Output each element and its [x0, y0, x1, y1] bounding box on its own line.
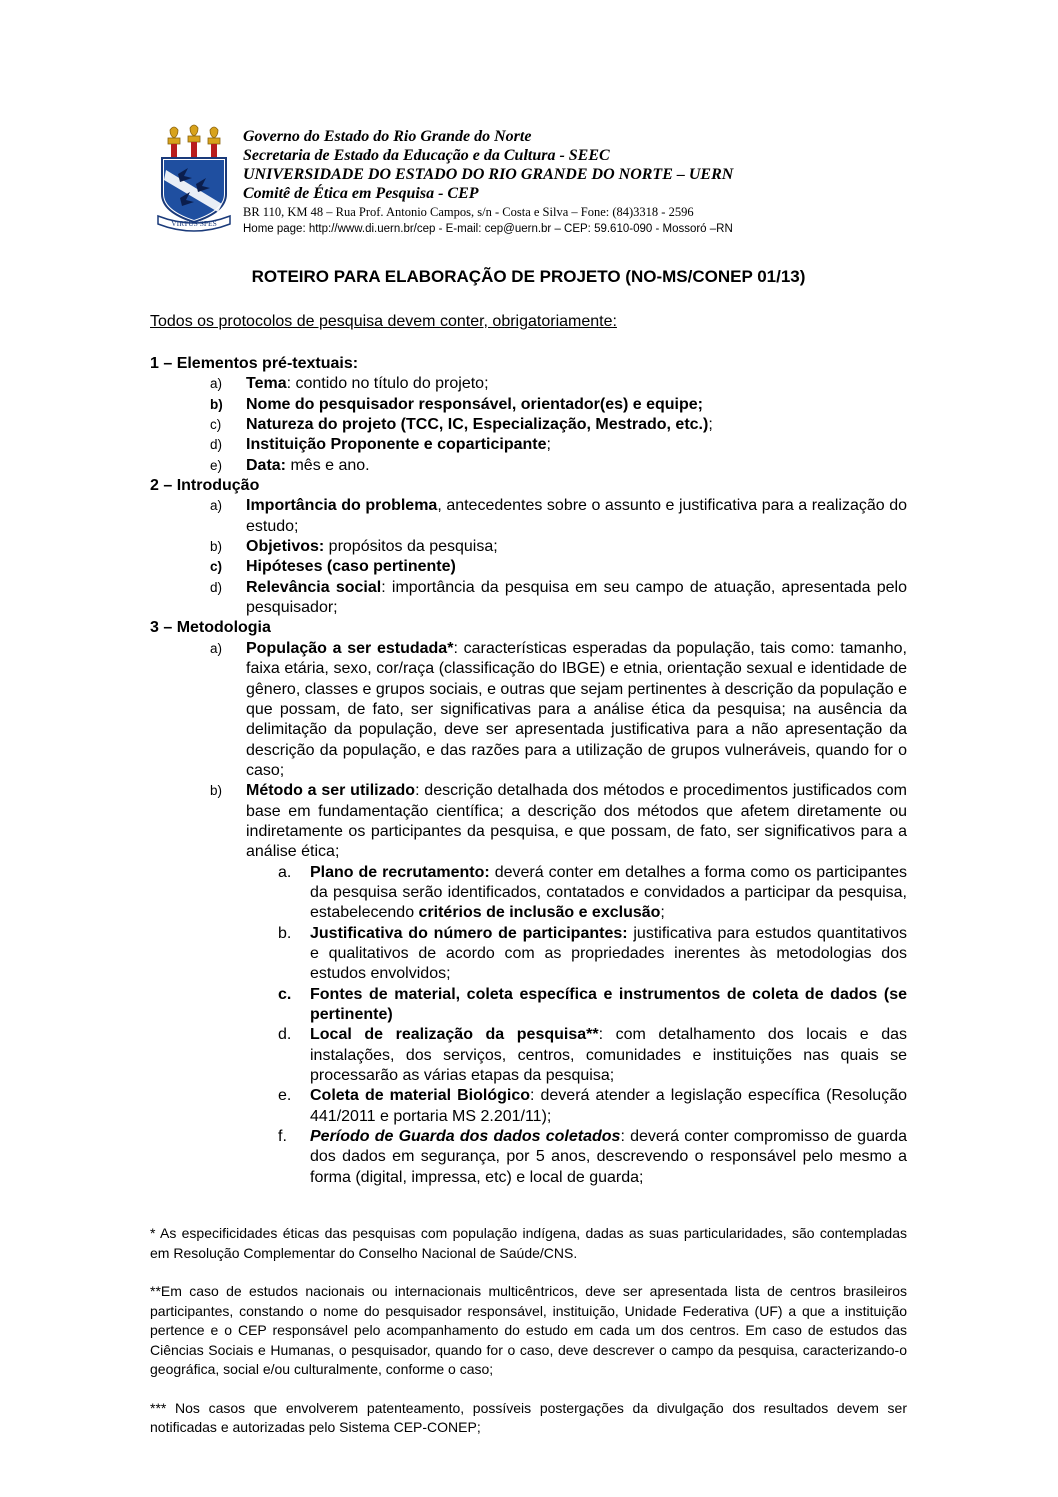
sub-item — [150, 863, 907, 924]
header-line-government: Governo do Estado do Rio Grande do Norte — [243, 128, 532, 145]
item-text: , antecedentes sobre o assunto e justificativa para a realização do estudo; — [246, 497, 907, 535]
item-label: c) — [210, 559, 223, 575]
header-line-committee: Comitê de Ética em Pesquisa - CEP — [243, 185, 479, 202]
sub-item — [150, 985, 907, 1026]
sub-item — [150, 1127, 907, 1188]
header-line-secretariat: Secretaria de Estado da Educação e da Cultura - SEEC — [243, 147, 610, 164]
item-term: Importância do problema — [246, 497, 438, 515]
footnotes — [150, 1224, 907, 1457]
item-term: Nome do pesquisador responsável, orientador(es) e equipe; — [246, 395, 703, 413]
footnote-patents: *** Nos casos que envolverem patenteamento, possíveis postergações da divulgação dos resultados devem ser notificadas e autorizadas pelo Sistema CEP-CONEP; — [150, 1399, 907, 1435]
sub-item-term: Período de Guarda dos dados coletados — [310, 1128, 621, 1146]
sub-item-label: d. — [278, 1026, 292, 1044]
sub-item-label: f. — [278, 1128, 287, 1146]
list-item — [150, 639, 907, 781]
item-term: Relevância social — [246, 578, 382, 596]
item-text: : contido no título do projeto; — [286, 375, 489, 393]
sub-item-term: Local de realização da pesquisa** — [310, 1026, 599, 1044]
sub-item-label: e. — [278, 1087, 292, 1105]
item-term: Objetivos: — [246, 538, 325, 556]
sub-item-text: : com detalhamento dos locais e das instalações, dos serviços, centros, comunidades e instituições nas quais se processarão as várias etapas da pesquisa; — [310, 1026, 908, 1085]
institution-header — [243, 127, 943, 238]
item-term: População a ser estudada* — [246, 639, 454, 657]
section-heading-1: 1 – Elementos pré-textuais: — [150, 355, 359, 372]
item-term: Instituição Proponente e coparticipante — [246, 436, 547, 454]
list-item — [150, 557, 907, 577]
item-term: Natureza do projeto (TCC, IC, Especialização, Mestrado, etc.) — [246, 416, 709, 434]
list-item — [150, 496, 907, 537]
sub-item-label: c. — [278, 985, 292, 1003]
item-text: propósitos da pesquisa; — [324, 538, 498, 556]
sub-item — [150, 1086, 907, 1127]
sub-item-label: a. — [278, 863, 292, 881]
item-label: b) — [210, 539, 223, 555]
item-label: b) — [210, 783, 223, 799]
header-line-university: UNIVERSIDADE DO ESTADO DO RIO GRANDE DO NORTE – UERN — [243, 166, 734, 183]
item-term: Método a ser utilizado — [246, 782, 416, 800]
list-item — [150, 395, 907, 415]
sub-item-term: Plano de recrutamento: — [310, 863, 490, 881]
item-label: d) — [210, 437, 223, 453]
sub-item — [150, 1025, 907, 1086]
item-text: : características esperadas da população, tais como: tamanho, faixa etária, sexo, cor/raça (classificação do IBGE) e etnia, orientação sexual e identidade de gênero, classes e grupos sociais, e outras que sejam pertinentes à descrição da população e que possam, de fato, ser significativas para a análise ética da pesquisa; na ausência da delimitação da população, deve ser apresentada justificativa para a não apresentação da descrição da população, e das razões para a utilização de grupos vulneráveis, quando for o caso; — [246, 639, 907, 779]
sub-item-term: Justificativa do número de participantes: — [310, 924, 628, 942]
section-heading-2: 2 – Introdução — [150, 477, 260, 495]
sub-item-text: : deverá atender a legislação específica (Resolução 441/2011 e portaria MS 2.201/11); — [310, 1087, 908, 1125]
list-item — [150, 456, 907, 476]
section-heading-3: 3 – Metodologia — [150, 619, 271, 637]
item-text: ; — [546, 436, 551, 454]
header-address: BR 110, KM 48 – Rua Prof. Antonio Campos, s/n - Costa e Silva – Fone: (84)3318 - 2596 — [243, 205, 694, 219]
list-item — [150, 435, 907, 455]
item-text: : descrição detalhada dos métodos e procedimentos justificados com base em fundamentação científica; a descrição dos métodos que afetem diretamente ou indiretamente os participantes da pesquisa, e que possam, de fato, ser significativos para a análise ética; — [246, 782, 908, 861]
uern-coat-of-arms-logo — [156, 124, 232, 232]
sub-item-term: Fontes de material, coleta específica e instrumentos de coleta de dados (se pertinente) — [310, 985, 907, 1023]
item-text: : importância da pesquisa em seu campo de atuação, apresentada pelo pesquisador; — [246, 578, 907, 617]
footnote-multicentric: **Em caso de estudos nacionais ou internacionais multicêntricos, deve ser apresentada lista de centros brasileiros participantes, constando o nome do pesquisador responsável, instituição, Unidade Federativa (UF) a que a instituição pertence e o CEP responsável pelo acompanhamento do estudo em cada um dos centros. Em caso de estudos das Ciências Sociais e Humanas, o pesquisador, quando for o caso, deve descrever o campo da pesquisa, caracterizando-o geográfica, social e/ou culturalmente, conforme o caso; — [150, 1283, 907, 1377]
sub-item-text: deverá conter em detalhes a forma como os participantes da pesquisa serão identificados, contatados e convidados a participar da pesquisa, estabelecendo — [310, 863, 908, 922]
list-item — [150, 781, 907, 862]
item-label: a) — [210, 376, 223, 392]
list-item — [150, 537, 907, 557]
sub-item-label: b. — [278, 924, 292, 942]
document-title: ROTEIRO PARA ELABORAÇÃO DE PROJETO (NO-MS/CONEP 01/13) — [251, 267, 806, 286]
sub-item — [150, 924, 907, 985]
item-label: e) — [210, 457, 223, 473]
document-body — [150, 354, 907, 1188]
item-label: a) — [210, 498, 223, 514]
footnote-indigenous: * As especificidades éticas das pesquisas com população indígena, dadas as suas particularidades, são contempladas em Resolução Complementar do Conselho Nacional de Saúde/CNS. — [150, 1225, 907, 1261]
list-item — [150, 374, 907, 394]
sub-item-text: justificativa para estudos quantitativos e qualitativos de acordo com as propriedades inerentes às metodologias dos estudos envolvidos; — [310, 924, 907, 983]
intro-text: Todos os protocolos de pesquisa devem conter, obrigatoriamente: — [150, 313, 617, 330]
item-label: b) — [210, 396, 223, 412]
item-term: Hipóteses (caso pertinente) — [246, 558, 456, 576]
item-label: a) — [210, 640, 223, 656]
header-homepage: Home page: http://www.di.uern.br/cep - E-mail: cep@uern.br – CEP: 59.610-090 - Mossoró –RN — [243, 223, 733, 235]
item-label: d) — [210, 579, 223, 595]
list-item — [150, 578, 907, 619]
item-text: ; — [708, 416, 713, 434]
list-item — [150, 415, 907, 435]
sub-item-term: Coleta de material Biológico — [310, 1087, 530, 1105]
sub-item-text-2: ; — [660, 904, 665, 922]
item-text: mês e ano. — [286, 456, 370, 474]
sub-item-text: : deverá conter compromisso de guarda dos dados em segurança, por 5 anos, descrevendo o responsável pelo mesmo a forma (digital, impressa, etc) e local de guarda; — [310, 1128, 907, 1186]
sub-item-term-2: critérios de inclusão e exclusão — [418, 904, 661, 922]
item-term: Data: — [246, 456, 287, 474]
item-term: Tema — [246, 375, 287, 393]
item-label: c) — [210, 417, 222, 433]
logo-motto: VIRTUS SPES — [171, 219, 217, 228]
